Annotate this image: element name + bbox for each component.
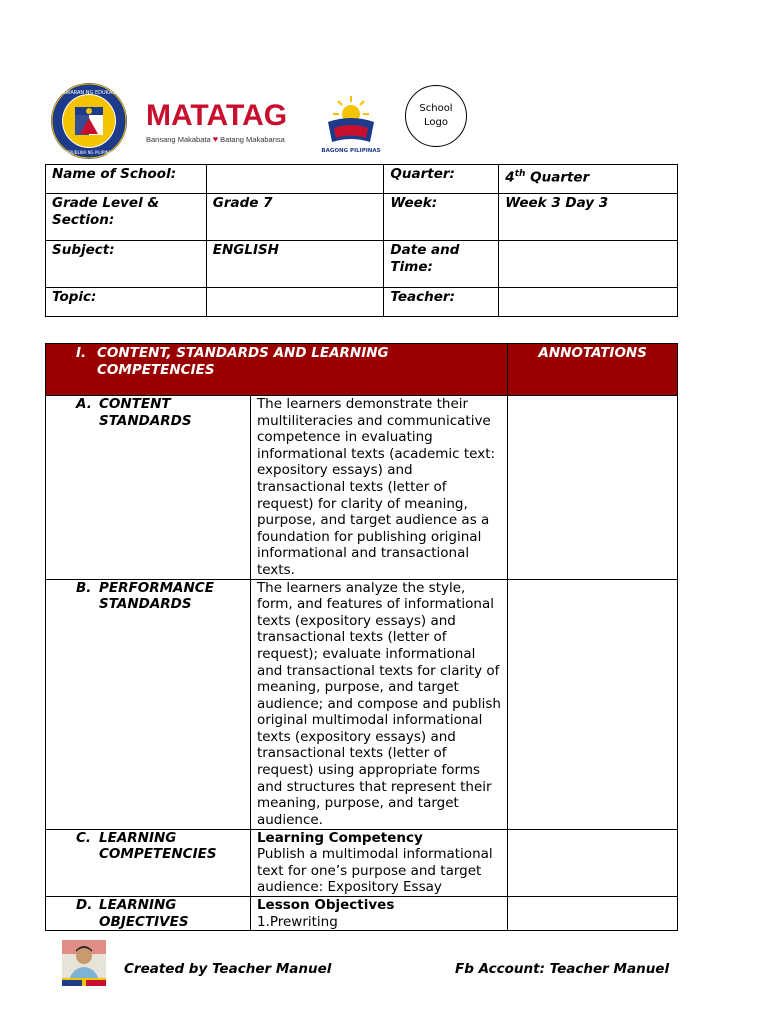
info-row-topic [46,288,678,317]
date-label: Date and Time: [384,241,499,288]
learning-competencies-label [46,829,251,896]
row-letter: D. [76,896,93,913]
created-by-text: Created by Teacher Manuel [124,961,332,977]
section-title: CONTENT, STANDARDS AND LEARNING COMPETENCIES [97,345,389,378]
quarter-number: 4 [505,169,515,186]
learning-objectives-annotation[interactable] [508,896,678,930]
quarter-rest: Quarter [525,169,590,186]
lesson-info-table [45,164,678,317]
performance-standards-label [46,579,251,829]
row-letter: A. [76,396,92,412]
matatag-tagline [146,134,300,144]
teacher-label: Teacher: [384,288,499,317]
seal-bottom-text: REPUBLIKA NG PILIPINAS [64,150,114,155]
row-label: LEARNING COMPETENCIES [99,829,217,863]
subject-value[interactable]: ENGLISH [206,241,384,288]
learning-objectives-cell [250,896,507,930]
school-logo-line1: School [419,103,453,114]
section-header-row [46,344,678,396]
section-title-cell [46,344,508,396]
learning-competency-title: Learning Competency [256,829,423,846]
teacher-value[interactable] [499,288,678,317]
matatag-logo [146,100,300,152]
deped-seal-icon [50,82,128,160]
subject-label: Subject: [46,241,207,288]
annotations-header: ANNOTATIONS [508,344,678,396]
fb-account-text: Fb Account: Teacher Manuel [455,961,670,977]
topic-label: Topic: [46,288,207,317]
info-row-school [46,165,678,194]
learning-competencies-cell [250,829,507,896]
row-performance-standards [46,579,678,829]
row-label: CONTENT STANDARDS [99,396,192,429]
page-footer [62,940,682,986]
content-standards-text: The learners demonstrate their multiliteracies and communicative competence in evaluating informational texts (academic text: expository essays) and transactional texts (letter of request) for clarity of meaning, purpose, and target audience as a foundation for publishing original informational and transactional texts. [250,396,507,580]
learning-objectives-label [46,896,251,930]
bagong-pilipinas-text: BAGONG PILIPINAS [321,148,381,154]
row-letter: C. [76,829,92,846]
grade-label: Grade Level & Section: [46,194,207,241]
row-label: LEARNING OBJECTIVES [99,896,189,930]
matatag-word: MATATAG [146,99,288,132]
grade-value[interactable]: Grade 7 [206,194,384,241]
row-label: PERFORMANCE STANDARDS [99,579,214,613]
matatag-sub-right: Batang Makabansa [220,135,285,144]
school-logo-placeholder [405,85,467,147]
learning-competencies-annotation[interactable] [508,829,678,896]
week-value[interactable]: Week 3 Day 3 [499,194,678,241]
teacher-avatar-icon [62,940,106,986]
info-row-subject [46,241,678,288]
week-label: Week: [384,194,499,241]
heart-icon: ♥ [212,134,219,144]
content-standards-label [46,396,251,580]
row-content-standards [46,396,678,580]
date-value[interactable] [499,241,678,288]
bagong-pilipinas-logo-icon [320,92,382,158]
seal-top-text: KAGAWARAN NG EDUKASYON [52,90,126,96]
header-logos [50,82,480,162]
row-learning-objectives [46,896,678,930]
learning-competency-text: Publish a multimodal informational text for one’s purpose and target audience: Expository Essay [256,846,493,896]
school-label: Name of School: [46,165,207,194]
content-standards-table [45,343,678,931]
lesson-objectives-text: 1.Prewriting [256,913,338,930]
topic-value[interactable] [206,288,384,317]
info-row-grade [46,194,678,241]
lesson-objectives-title: Lesson Objectives [256,896,395,913]
quarter-suffix: th [514,169,526,179]
matatag-sub-left: Bansang Makabata [146,135,211,144]
school-logo-line2: Logo [424,117,448,128]
performance-standards-text: The learners analyze the style, form, and features of informational texts (expository essays) and transactional texts (letter of request); evaluate informational and transactional texts for clarity of meaning, purpose, and target audience; and compose and publish original multimodal informational texts (expository essays) and transactional texts (letter of request) using appropriate forms and structures that represent their meaning, purpose, and target audience. [250,579,507,829]
row-learning-competencies [46,829,678,896]
content-standards-annotation[interactable] [508,396,678,580]
section-roman: I. [76,345,87,361]
quarter-value[interactable] [499,165,678,194]
performance-standards-annotation[interactable] [508,579,678,829]
quarter-label: Quarter: [384,165,499,194]
row-letter: B. [76,579,92,596]
school-value[interactable] [206,165,384,194]
